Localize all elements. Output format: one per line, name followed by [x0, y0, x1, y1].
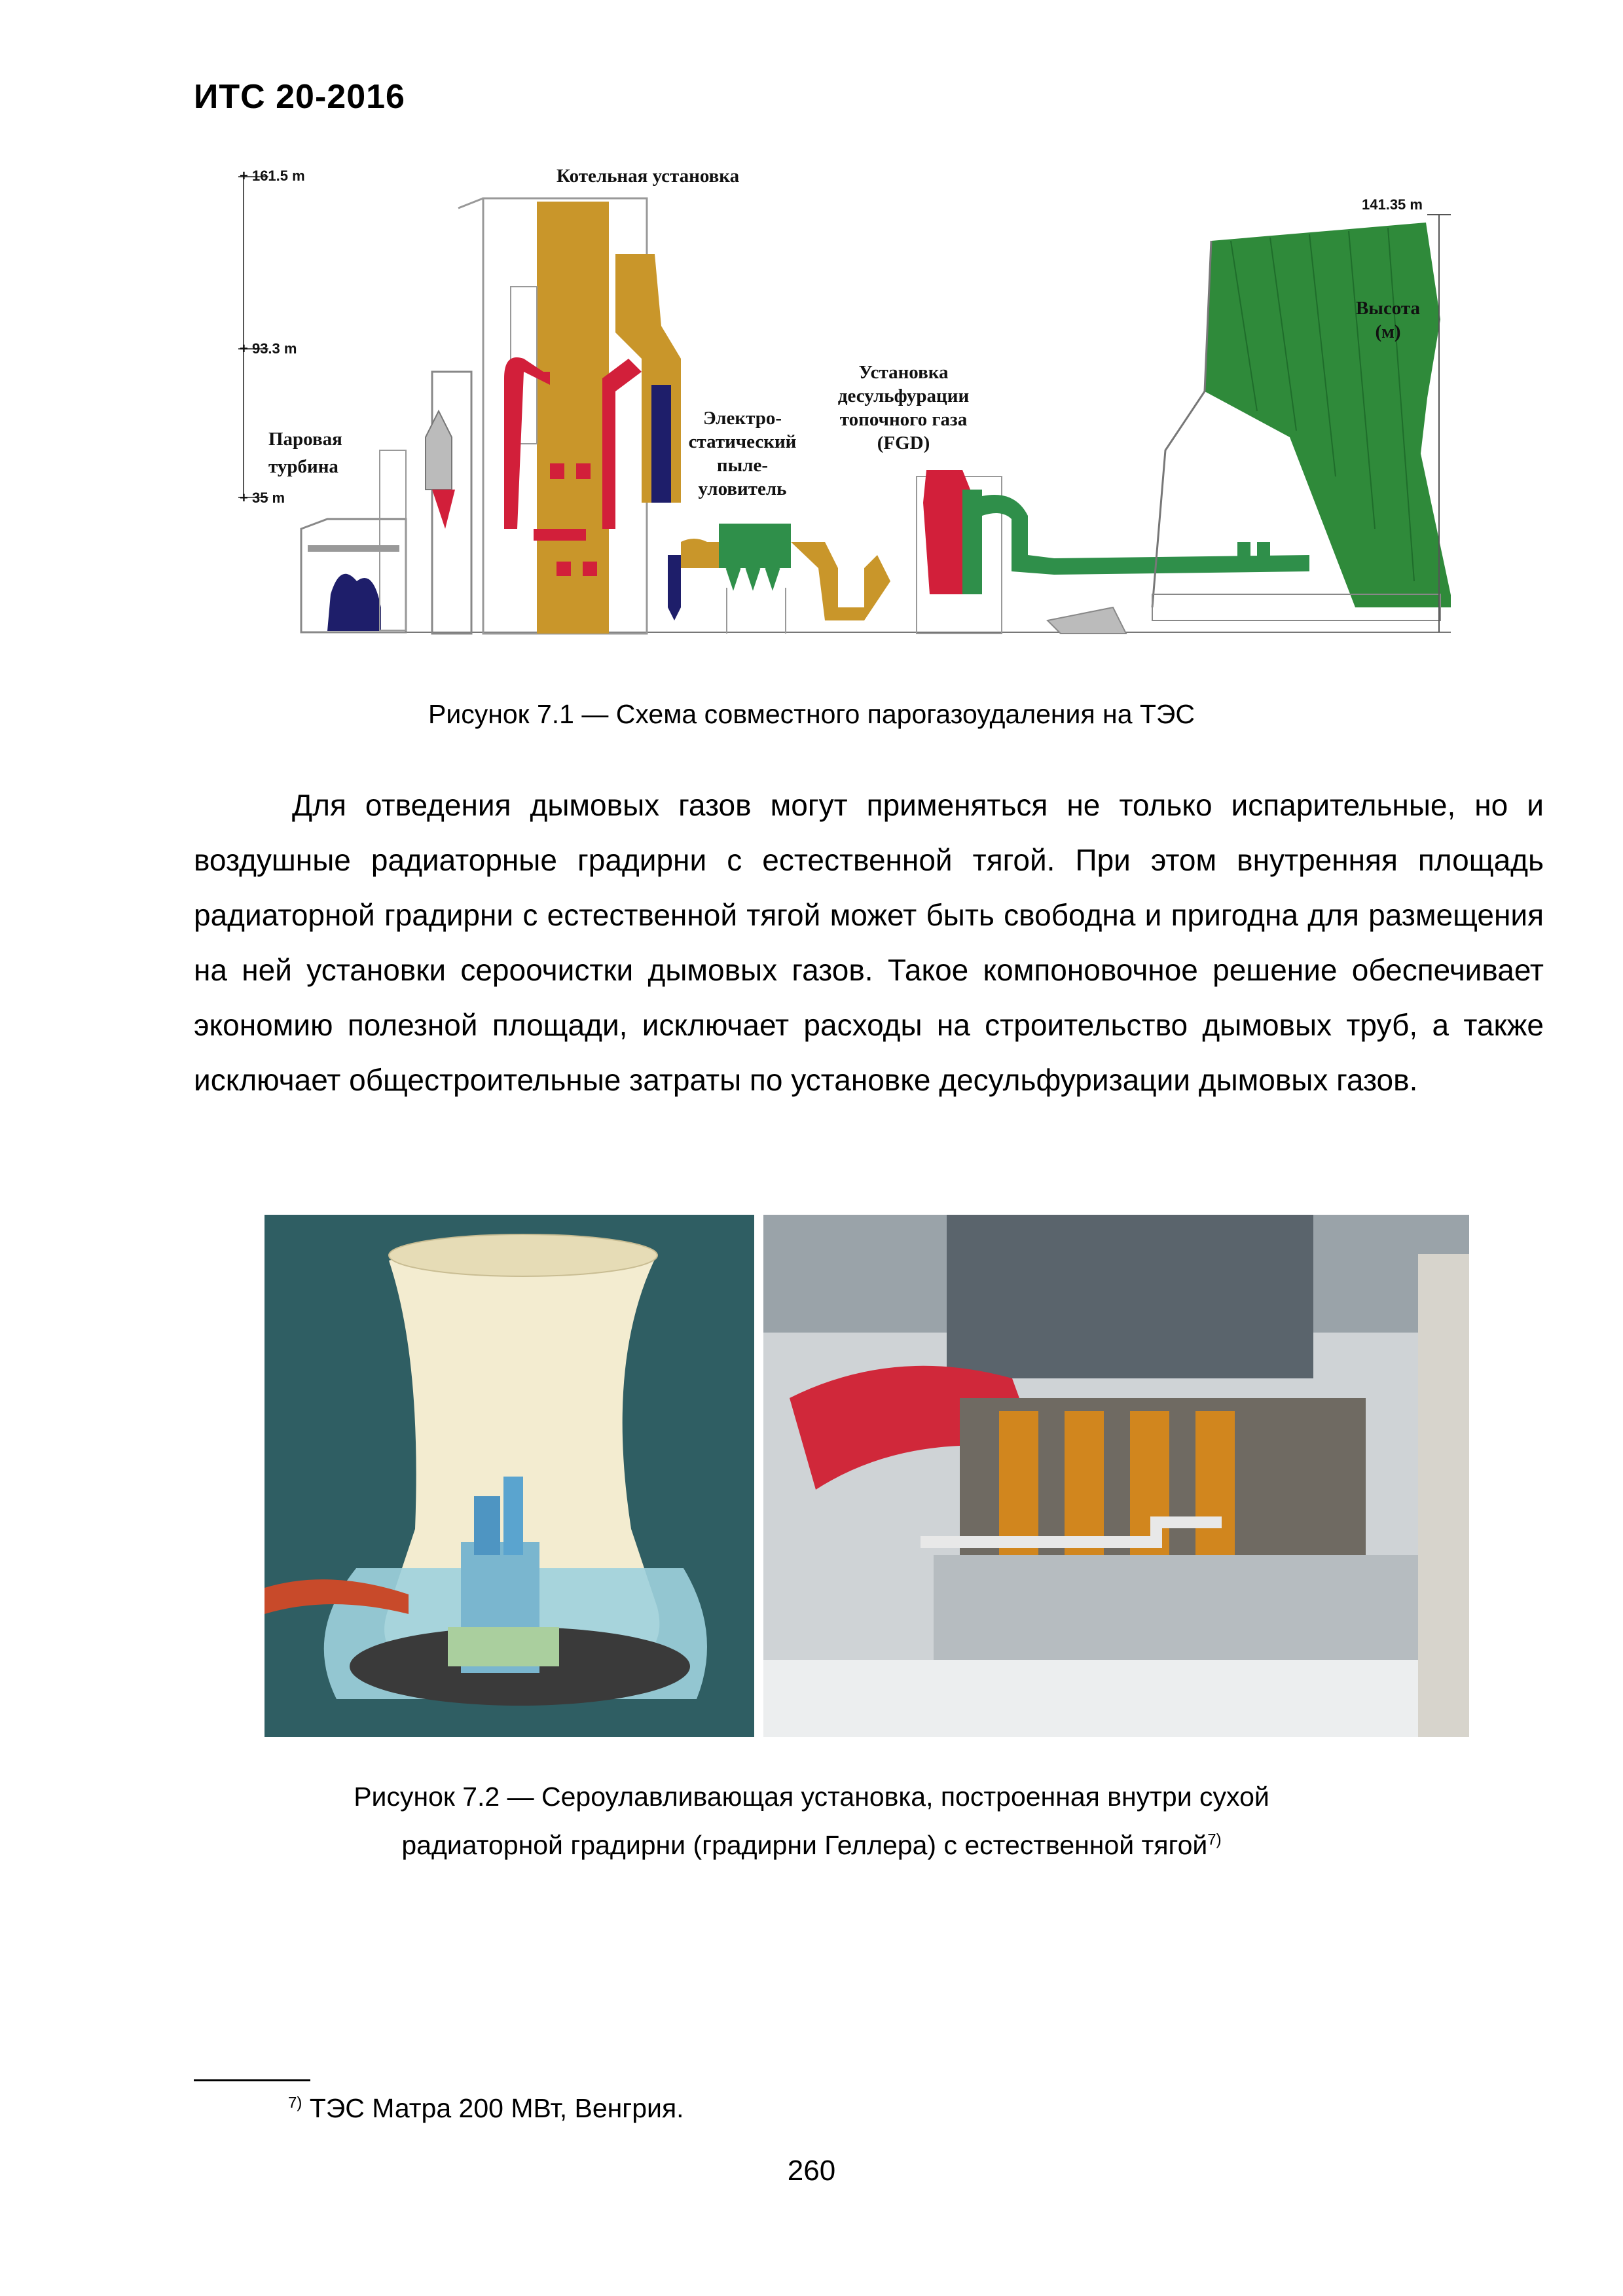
height-label-161: + 161.5 m [240, 168, 305, 184]
figure2-footnote-ref[interactable]: 7) [1207, 1831, 1222, 1849]
fgd-label-line1: Установка [858, 362, 949, 383]
paragraph-text: Для отведения дымовых газов могут применяться не только испарительные, но и воздушные радиаторные градирни с естественной тягой. При этом внутренняя площадь радиаторной градирни с естественной тягой может быть свободна и пригодна для размещения на ней установки сероочистки дымовых газов. Такое компоновочное решение обеспечивает экономию полезной площади, исключает расходы на строительство дымовых труб, а также исключает общестроительные затраты по установке десульфуризации дымовых газов. [194, 788, 1544, 1097]
turbine-hall [301, 372, 471, 634]
footnote-separator [194, 2079, 310, 2081]
figure2-caption-line2 [0, 1830, 1623, 1861]
esp-label-line1: Электро- [702, 408, 782, 429]
footnote [288, 2093, 684, 2124]
esp-label-line2: статический [688, 431, 797, 452]
turbine-label-line2: турбина [268, 456, 338, 477]
height-label-35: + 35 m [240, 490, 285, 506]
height-label-141: 141.35 m [1362, 196, 1423, 213]
figure1-caption: Рисунок 7.1 — Схема совместного парогазоудаления на ТЭС [428, 699, 1195, 729]
electrostatic-precipitator [681, 524, 890, 634]
fgd-label-line2: десульфурации [837, 386, 970, 406]
height-label-93: + 93.3 m [240, 340, 297, 357]
photo-cooling-tower-render [264, 1215, 754, 1737]
figure-plant-scheme [210, 162, 1451, 660]
tower-label-line1: Высота [1355, 298, 1421, 319]
fgd-label-line3: топочного газа [839, 409, 968, 430]
figure2-caption-text: радиаторной градирни (градирни Геллера) с естественной тягой [401, 1830, 1208, 1860]
photo-installation [763, 1215, 1469, 1737]
boiler-label: Котельная установка [556, 166, 740, 187]
footnote-text: ТЭС Матра 200 МВт, Венгрия. [302, 2093, 684, 2123]
footnote-marker: 7) [288, 2094, 302, 2112]
fgd-label-line4: (FGD) [877, 433, 930, 454]
esp-label-line4: уловитель [698, 478, 787, 499]
tower-label-line2: (м) [1375, 321, 1401, 342]
page-number: 260 [787, 2155, 836, 2187]
body-paragraph [194, 778, 1544, 1107]
document-code: ИТС 20-2016 [194, 78, 405, 116]
turbine-label-line1: Паровая [268, 429, 342, 450]
esp-label-line3: пыле- [716, 455, 769, 476]
figure2-caption-line1: Рисунок 7.2 — Сероулавливающая установка, построенная внутри сухой [354, 1782, 1269, 1812]
